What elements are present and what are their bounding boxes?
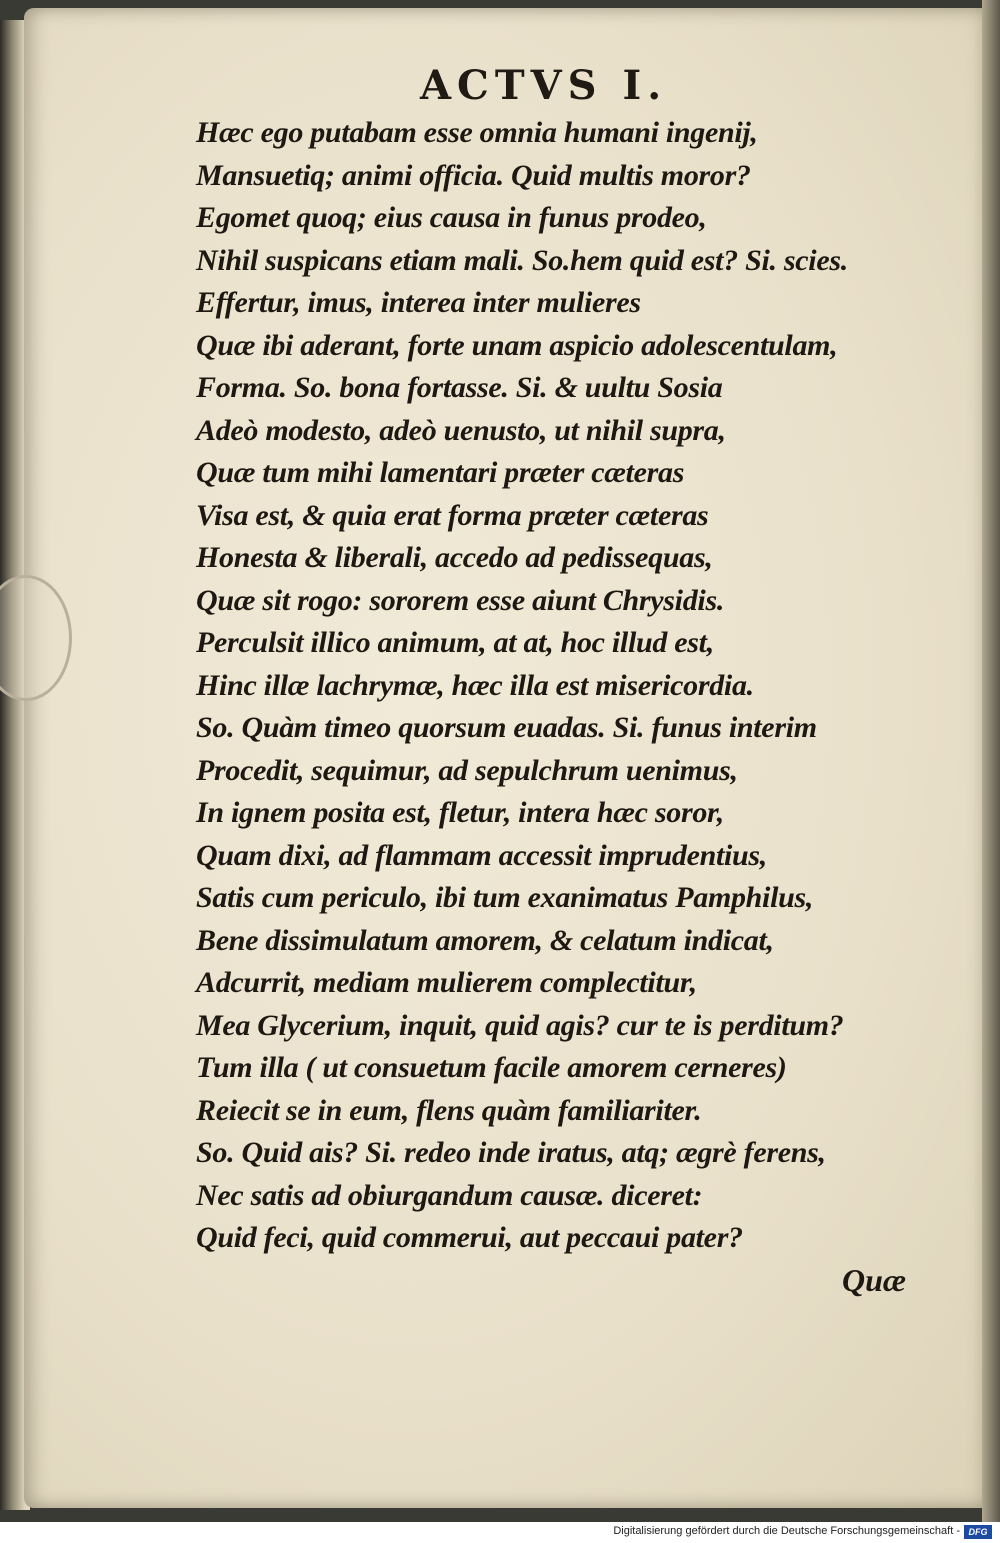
verse-line: Honesta & liberali, accedo ad pedissequas, bbox=[196, 541, 713, 574]
verse-line: So. Quàm timeo quorsum euadas. Si. funus interim bbox=[196, 711, 817, 744]
verse-line: Bene dissimulatum amorem, & celatum indicat, bbox=[196, 923, 774, 957]
verse-line: Procedit, sequimur, ad sepulchrum uenimus, bbox=[196, 753, 738, 787]
verse-line: Effertur, imus, interea inter mulieres bbox=[196, 286, 641, 319]
verse-line: So. Quid ais? Si. redeo inde iratus, atq; ægrè ferens, bbox=[196, 1136, 826, 1169]
verse-line: Tum illa ( ut consuetum facile amorem cerneres) bbox=[196, 1051, 787, 1084]
verse-line: Mea Glycerium, inquit, quid agis? cur te is perditum? bbox=[196, 1008, 844, 1042]
verse-line: Nec satis ad obiurgandum causæ. diceret: bbox=[196, 1178, 703, 1212]
verse-line: Egomet quoq; eius causa in funus prodeo, bbox=[196, 201, 707, 234]
verse-line: Adcurrit, mediam mulierem complectitur, bbox=[196, 966, 697, 999]
verse-line: Quæ ibi aderant, forte unam aspicio adolescentulam, bbox=[196, 328, 838, 362]
verse-line: Nihil suspicans etiam mali. So.hem quid est? Si. scies. bbox=[196, 243, 848, 277]
verse-line: Reiecit se in eum, flens quàm familiariter. bbox=[196, 1093, 702, 1127]
verse-line: Forma. So. bona fortasse. Si. & uultu Sosia bbox=[196, 371, 723, 404]
page-fore-edge bbox=[982, 0, 1000, 1522]
verse-line: Quam dixi, ad flammam accessit imprudentius, bbox=[196, 838, 768, 872]
verse-line: Quid feci, quid commerui, aut peccaui pater? bbox=[196, 1221, 743, 1254]
verse-line: In ignem posita est, fletur, intera hæc soror, bbox=[196, 796, 724, 829]
running-header: ACTVS I. bbox=[420, 62, 668, 109]
dfg-logo-icon[interactable]: DFG bbox=[964, 1525, 992, 1539]
verse-line: Hinc illæ lachrymæ, hæc illa est misericordia. bbox=[196, 668, 754, 702]
verse-line: Adeò modesto, adeò uenusto, ut nihil supra, bbox=[196, 413, 726, 447]
verse-line: Hæc ego putabam esse omnia humani ingenij, bbox=[196, 116, 758, 149]
verse-line: Quæ sit rogo: sororem esse aiunt Chrysidis. bbox=[196, 583, 725, 617]
verse-line: Visa est, & quia erat forma præter cæteras bbox=[196, 498, 709, 532]
catchword: Quæ bbox=[842, 1262, 907, 1298]
verse-line: Perculsit illico animum, at at, hoc illud est, bbox=[196, 626, 714, 659]
verse-line: Satis cum periculo, ibi tum exanimatus Pamphilus, bbox=[196, 881, 814, 914]
digitization-credit: Digitalisierung gefördert durch die Deutsche Forschungsgemeinschaft - bbox=[613, 1525, 960, 1537]
verse-line: Mansuetiq; animi officia. Quid multis moror? bbox=[196, 158, 751, 192]
verse-text bbox=[196, 112, 886, 1260]
verse-line: Quæ tum mihi lamentari præter cæteras bbox=[196, 456, 685, 489]
